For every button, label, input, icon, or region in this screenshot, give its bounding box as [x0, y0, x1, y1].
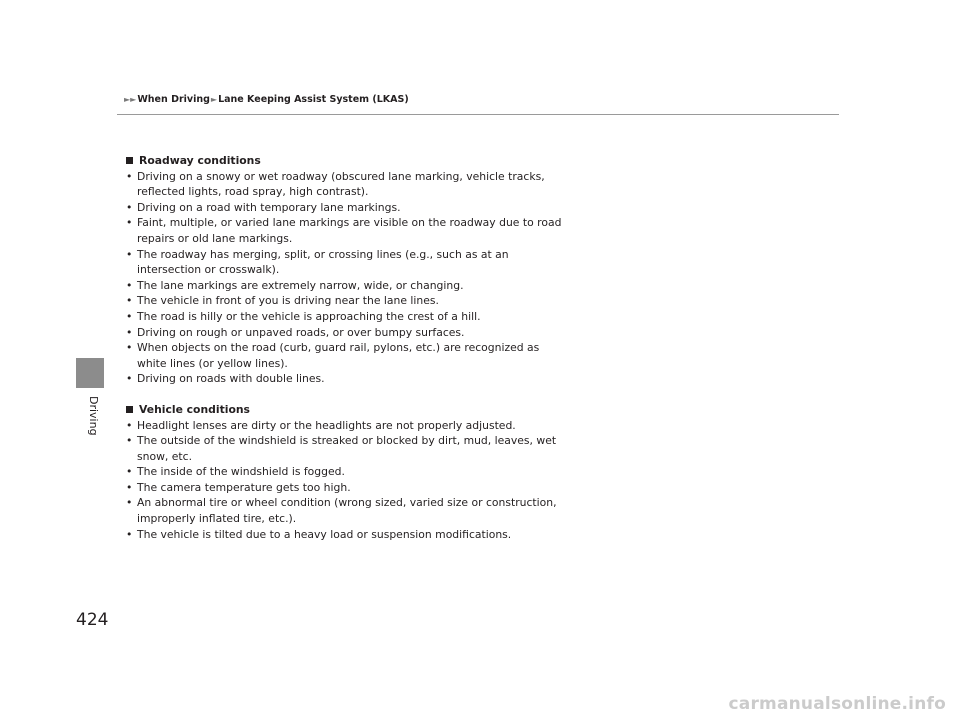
list-item: • The lane markings are extremely narrow, wide, or changing. [126, 278, 566, 294]
list-item: • The vehicle is tilted due to a heavy load or suspension modifications. [126, 527, 566, 543]
list-item: • When objects on the road (curb, guard rail, pylons, etc.) are recognized as white lines (or yellow lines). [126, 340, 566, 371]
section-roadway-conditions [126, 153, 566, 387]
breadcrumb [124, 94, 409, 105]
section-heading-text: Vehicle conditions [139, 402, 250, 416]
breadcrumb-arrow-icon: ►► [124, 95, 137, 104]
list-item: • The roadway has merging, split, or crossing lines (e.g., such as at an intersection or crosswalk). [126, 247, 566, 278]
section-heading-text: Roadway conditions [139, 154, 261, 167]
bullet-list [126, 418, 566, 543]
watermark: carmanualsonline.info [728, 694, 946, 714]
section-heading [126, 402, 566, 418]
list-item: • Driving on a snowy or wet roadway (obscured lane marking, vehicle tracks, reflected lights, road spray, high contrast). [126, 169, 566, 200]
content [126, 153, 566, 542]
list-item: • Driving on rough or unpaved roads, or over bumpy surfaces. [126, 325, 566, 341]
breadcrumb-arrow-icon: ► [210, 95, 218, 104]
list-item: • Faint, multiple, or varied lane markings are visible on the roadway due to road repairs or old lane markings. [126, 215, 566, 246]
breadcrumb-item-when-driving[interactable]: When Driving [137, 94, 210, 105]
list-item: • The road is hilly or the vehicle is approaching the crest of a hill. [126, 309, 566, 325]
list-item: • An abnormal tire or wheel condition (wrong sized, varied size or construction, improperly inflated tire, etc.). [126, 495, 566, 526]
bullet-list [126, 169, 566, 387]
list-item: • Driving on a road with temporary lane markings. [126, 200, 566, 216]
section-heading [126, 153, 566, 169]
list-item: • The inside of the windshield is fogged. [126, 464, 566, 480]
list-item: • The vehicle in front of you is driving near the lane lines. [126, 293, 566, 309]
list-item: • The outside of the windshield is streaked or blocked by dirt, mud, leaves, wet snow, etc. [126, 433, 566, 464]
list-item: • The camera temperature gets too high. [126, 480, 566, 496]
square-bullet-icon [126, 406, 133, 413]
section-vehicle-conditions [126, 402, 566, 542]
list-item: • Headlight lenses are dirty or the headlights are not properly adjusted. [126, 418, 566, 434]
page-number: 424 [76, 610, 109, 630]
breadcrumb-item-lkas[interactable]: Lane Keeping Assist System (LKAS) [218, 94, 409, 105]
square-bullet-icon [126, 157, 133, 164]
chapter-label: Driving [87, 396, 100, 436]
chapter-tab [76, 358, 104, 388]
list-item: • Driving on roads with double lines. [126, 371, 566, 387]
header-divider [117, 114, 839, 115]
